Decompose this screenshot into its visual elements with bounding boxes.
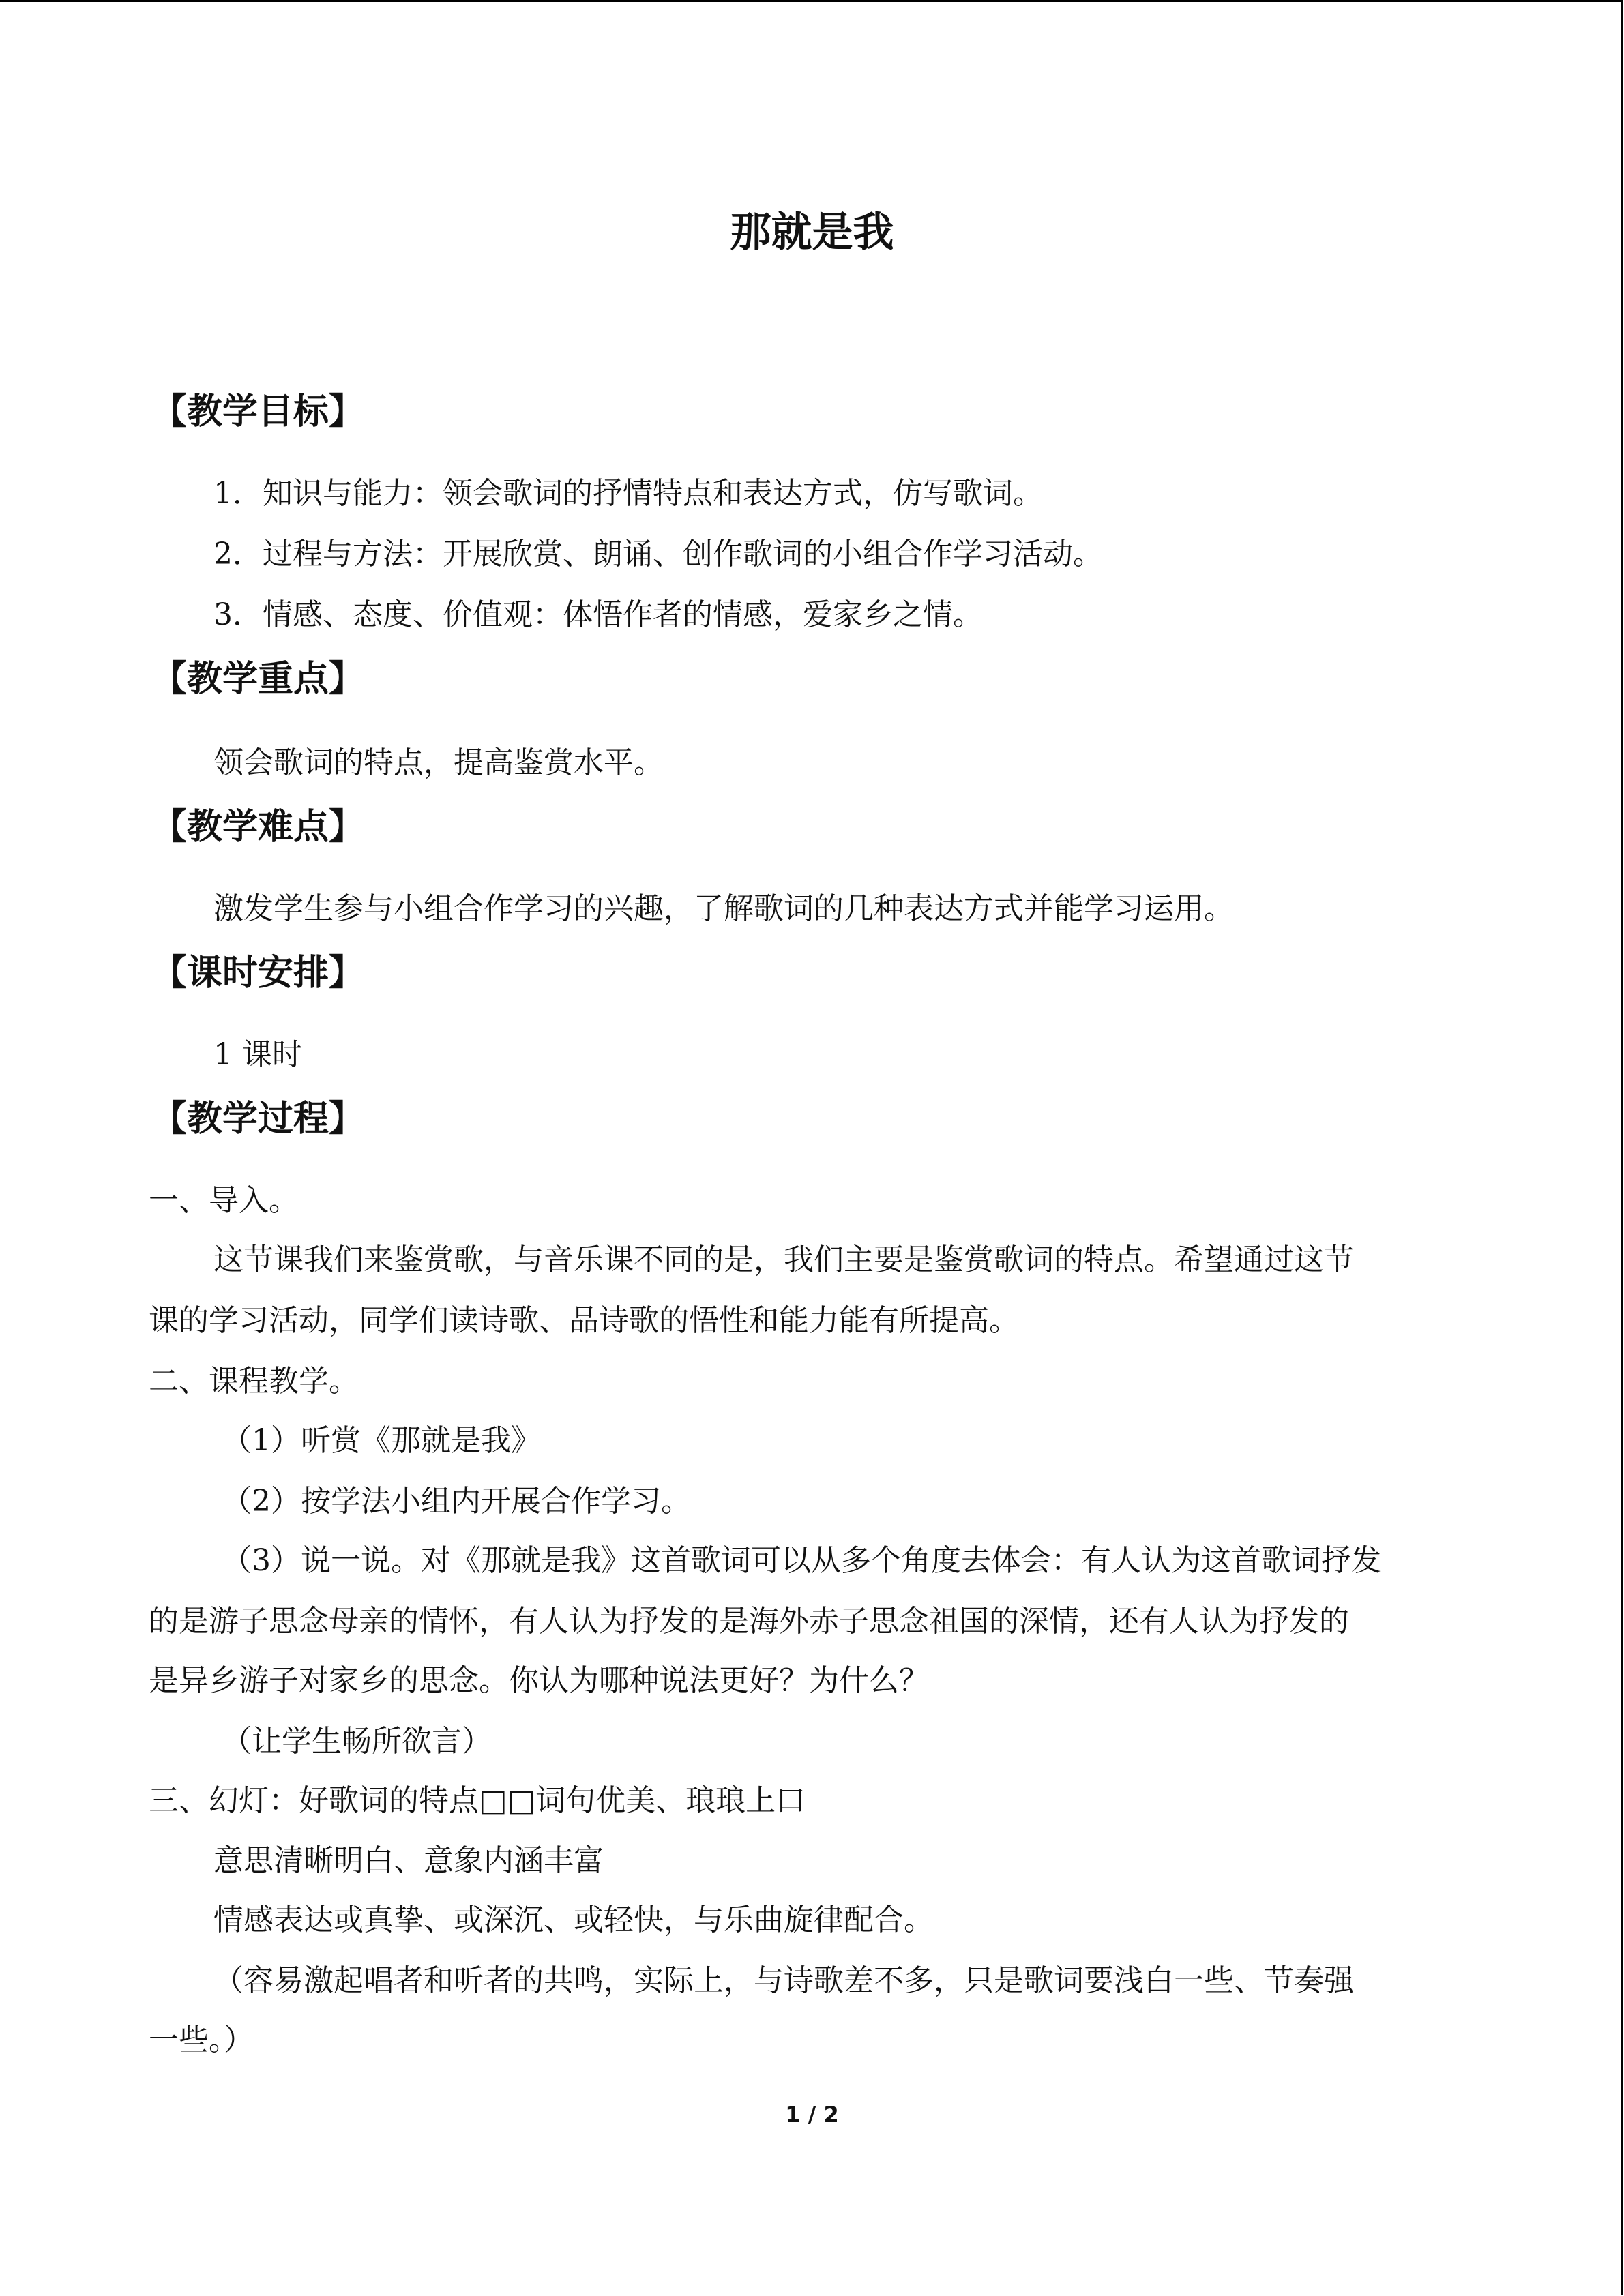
objective-item-2: 2．过程与方法：开展欣赏、朗诵、创作歌词的小组合作学习活动。: [213, 537, 1103, 571]
process-line: （2）按学法小组内开展合作学习。: [222, 1484, 691, 1519]
process-line: 二、课程教学。: [149, 1364, 359, 1399]
process-line: 课的学习活动，同学们读诗歌、品诗歌的悟性和能力能有所提高。: [149, 1303, 1019, 1338]
heading-objectives: 【教学目标】: [151, 391, 365, 432]
heading-key-points: 【教学重点】: [151, 659, 365, 700]
process-line: 一些。）: [149, 2023, 254, 2057]
process-line: 意思清晰明白、意象内涵丰富: [213, 1843, 604, 1878]
process-line: （1）听赏《那就是我》: [222, 1423, 541, 1458]
process-line: （3）说一说。对《那就是我》这首歌词可以从多个角度去体会：有人认为这首歌词抒发: [222, 1543, 1381, 1578]
process-line: （让学生畅所欲言）: [222, 1724, 492, 1759]
heading-process: 【教学过程】: [151, 1099, 365, 1139]
difficulties-text: 激发学生参与小组合作学习的兴趣，了解歌词的几种表达方式并能学习运用。: [213, 891, 1234, 926]
process-line: 一、导入。: [149, 1183, 299, 1218]
process-line: 情感表达或真挚、或深沉、或轻快，与乐曲旋律配合。: [213, 1903, 934, 1937]
objective-item-1: 1．知识与能力：领会歌词的抒情特点和表达方式，仿写歌词。: [213, 476, 1043, 511]
process-line: 是异乡游子对家乡的思念。你认为哪种说法更好？为什么？: [149, 1663, 929, 1698]
document-title: 那就是我: [730, 209, 894, 256]
process-line: 三、幻灯：好歌词的特点□□词句优美、琅琅上口: [149, 1783, 806, 1818]
heading-difficulties: 【教学难点】: [151, 807, 365, 848]
process-line: （容易激起唱者和听者的共鸣，实际上，与诗歌差不多，只是歌词要浅白一些、节奏强: [213, 1963, 1354, 1998]
process-line: 这节课我们来鉴赏歌，与音乐课不同的是，我们主要是鉴赏歌词的特点。希望通过这节: [213, 1242, 1354, 1277]
key-points-text: 领会歌词的特点，提高鉴赏水平。: [213, 745, 664, 780]
heading-schedule: 【课时安排】: [151, 953, 365, 994]
schedule-text: 1 课时: [213, 1037, 302, 1072]
page-number: 1 / 2: [785, 2102, 839, 2128]
objective-item-3: 3．情感、态度、价值观：体悟作者的情感，爱家乡之情。: [213, 597, 983, 632]
process-line: 的是游子思念母亲的情怀，有人认为抒发的是海外赤子思念祖国的深情，还有人认为抒发的: [149, 1604, 1349, 1639]
